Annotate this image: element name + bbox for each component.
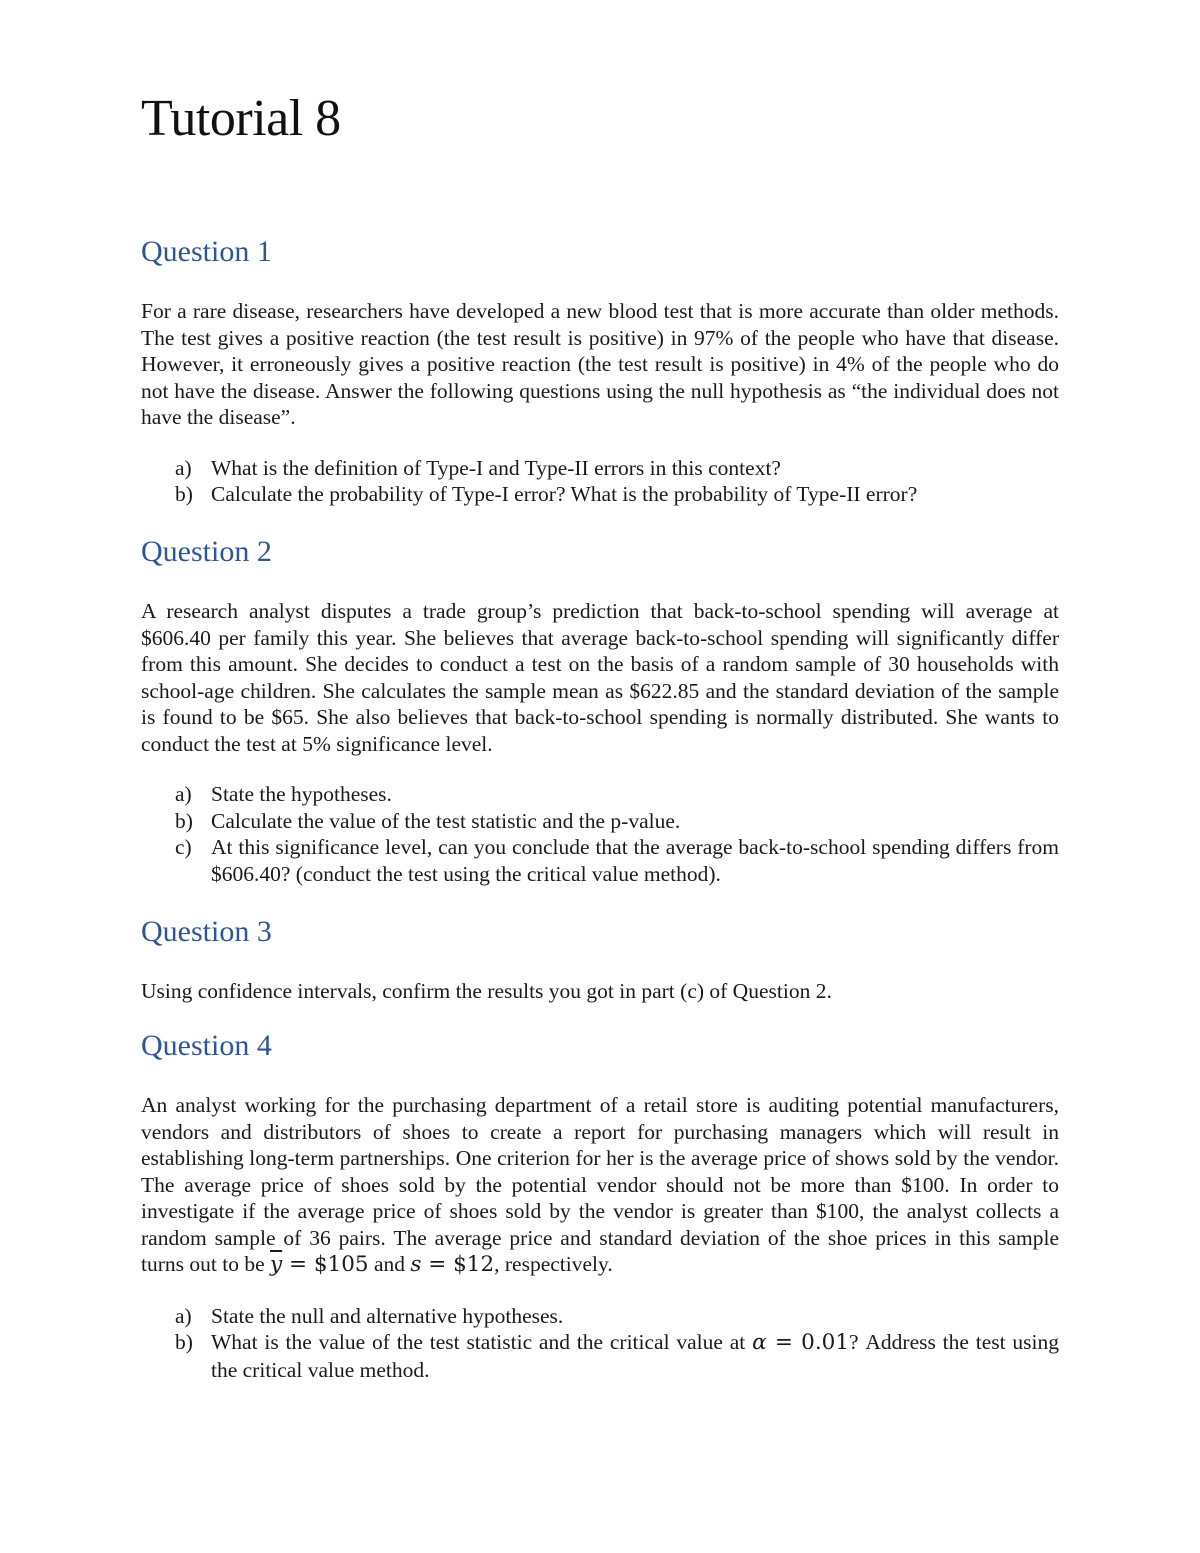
question-4-items — [141, 1303, 1059, 1384]
item-text: At this significance level, can you conclude that the average back-to-school spending differs from $606.40? (conduct the test using the critical value method). — [211, 835, 1059, 886]
math-s: s — [410, 1252, 422, 1277]
item-label: a) — [175, 455, 192, 480]
math-alpha: α — [752, 1330, 767, 1355]
question-4-heading: Question 4 — [141, 1029, 272, 1062]
math-y-bar: $\overline{y}$ — [270, 1252, 283, 1277]
item-text: Calculate the probability of Type-I error? What is the probability of Type-II error? — [211, 482, 918, 506]
question-3-heading: Question 3 — [141, 915, 272, 948]
list-item — [141, 781, 1059, 808]
question-1-items — [141, 455, 1059, 508]
question-1-heading: Question 1 — [141, 235, 272, 268]
list-item — [141, 1329, 1059, 1383]
list-item — [141, 455, 1059, 482]
item-text-post: ? Address the test using the critical value method. — [211, 1330, 1059, 1382]
question-2-heading: Question 2 — [141, 535, 272, 568]
math-equals-105: = $105 — [282, 1252, 369, 1277]
question-4-body-end: , respectively. — [494, 1252, 613, 1276]
question-4-body-and: and — [368, 1252, 411, 1276]
math-equals-alpha-value: = 0.01 — [766, 1330, 850, 1355]
question-2-items — [141, 781, 1059, 887]
item-text: State the hypotheses. — [211, 782, 392, 806]
page-title: Tutorial 8 — [141, 90, 341, 147]
question-4-section — [141, 1026, 1059, 1383]
list-item — [141, 481, 1059, 508]
item-text-pre: What is the value of the test statistic and the critical value at — [211, 1330, 753, 1354]
item-label: a) — [175, 782, 192, 806]
list-item — [141, 1303, 1059, 1330]
item-label: a) — [175, 1303, 192, 1328]
item-text: Calculate the value of the test statistic and the p-value. — [211, 808, 681, 833]
item-label: c) — [175, 835, 192, 859]
question-1-section — [141, 232, 1059, 508]
math-equals-12: = $12 — [421, 1252, 495, 1277]
item-text: What is the definition of Type-I and Type-II errors in this context? — [211, 455, 781, 480]
question-2-section — [141, 532, 1059, 887]
question-1-body: For a rare disease, researchers have developed a new blood test that is more accurate than older methods. The test gives a positive reaction (the test result is positive) in 97% of the people who have that disease. However, it erroneously gives a positive reaction (the test result is positive) in 4% of the people who do not have the disease. Answer the following questions using the null hypothesis as “the individual does not have the disease”. — [141, 299, 1059, 429]
question-3-section — [141, 912, 1059, 1005]
question-2-body: A research analyst disputes a trade group’s prediction that back-to-school spending will average at $606.40 per family this year. She believes that average back-to-school spending will significantly differ from this amount. She decides to conduct a test on the basis of a random sample of 30 households with school-age children. She calculates the sample mean as $622.85 and the standard deviation of the sample is found to be $65. She also believes that back-to-school spending is normally distributed. She wants to conduct the test at 5% significance level. — [141, 599, 1059, 756]
item-label: b) — [175, 482, 193, 506]
item-text: State the null and alternative hypotheses. — [211, 1303, 564, 1328]
question-4-body-text: An analyst working for the purchasing department of a retail store is auditing potential manufacturers, vendors and distributors of shoes to create a report for purchasing managers which will result in establishing long-term partnerships. One criterion for her is the average price of shows sold by the vendor. The average price of shoes sold by the potential vendor should not be more than $100. In order to investigate if the average price of shoes sold by the vendor is greater than $100, the analyst collects a random sample of 36 pairs. The average price and standard deviation of the shoe prices in this sample turns out to be — [141, 1093, 1059, 1276]
list-item — [141, 808, 1059, 835]
list-item — [141, 834, 1059, 887]
item-label: b) — [175, 1330, 193, 1354]
item-label: b) — [175, 808, 193, 833]
question-3-body: Using confidence intervals, confirm the results you got in part (c) of Question 2. — [141, 979, 832, 1003]
question-4-body — [141, 1092, 1059, 1279]
